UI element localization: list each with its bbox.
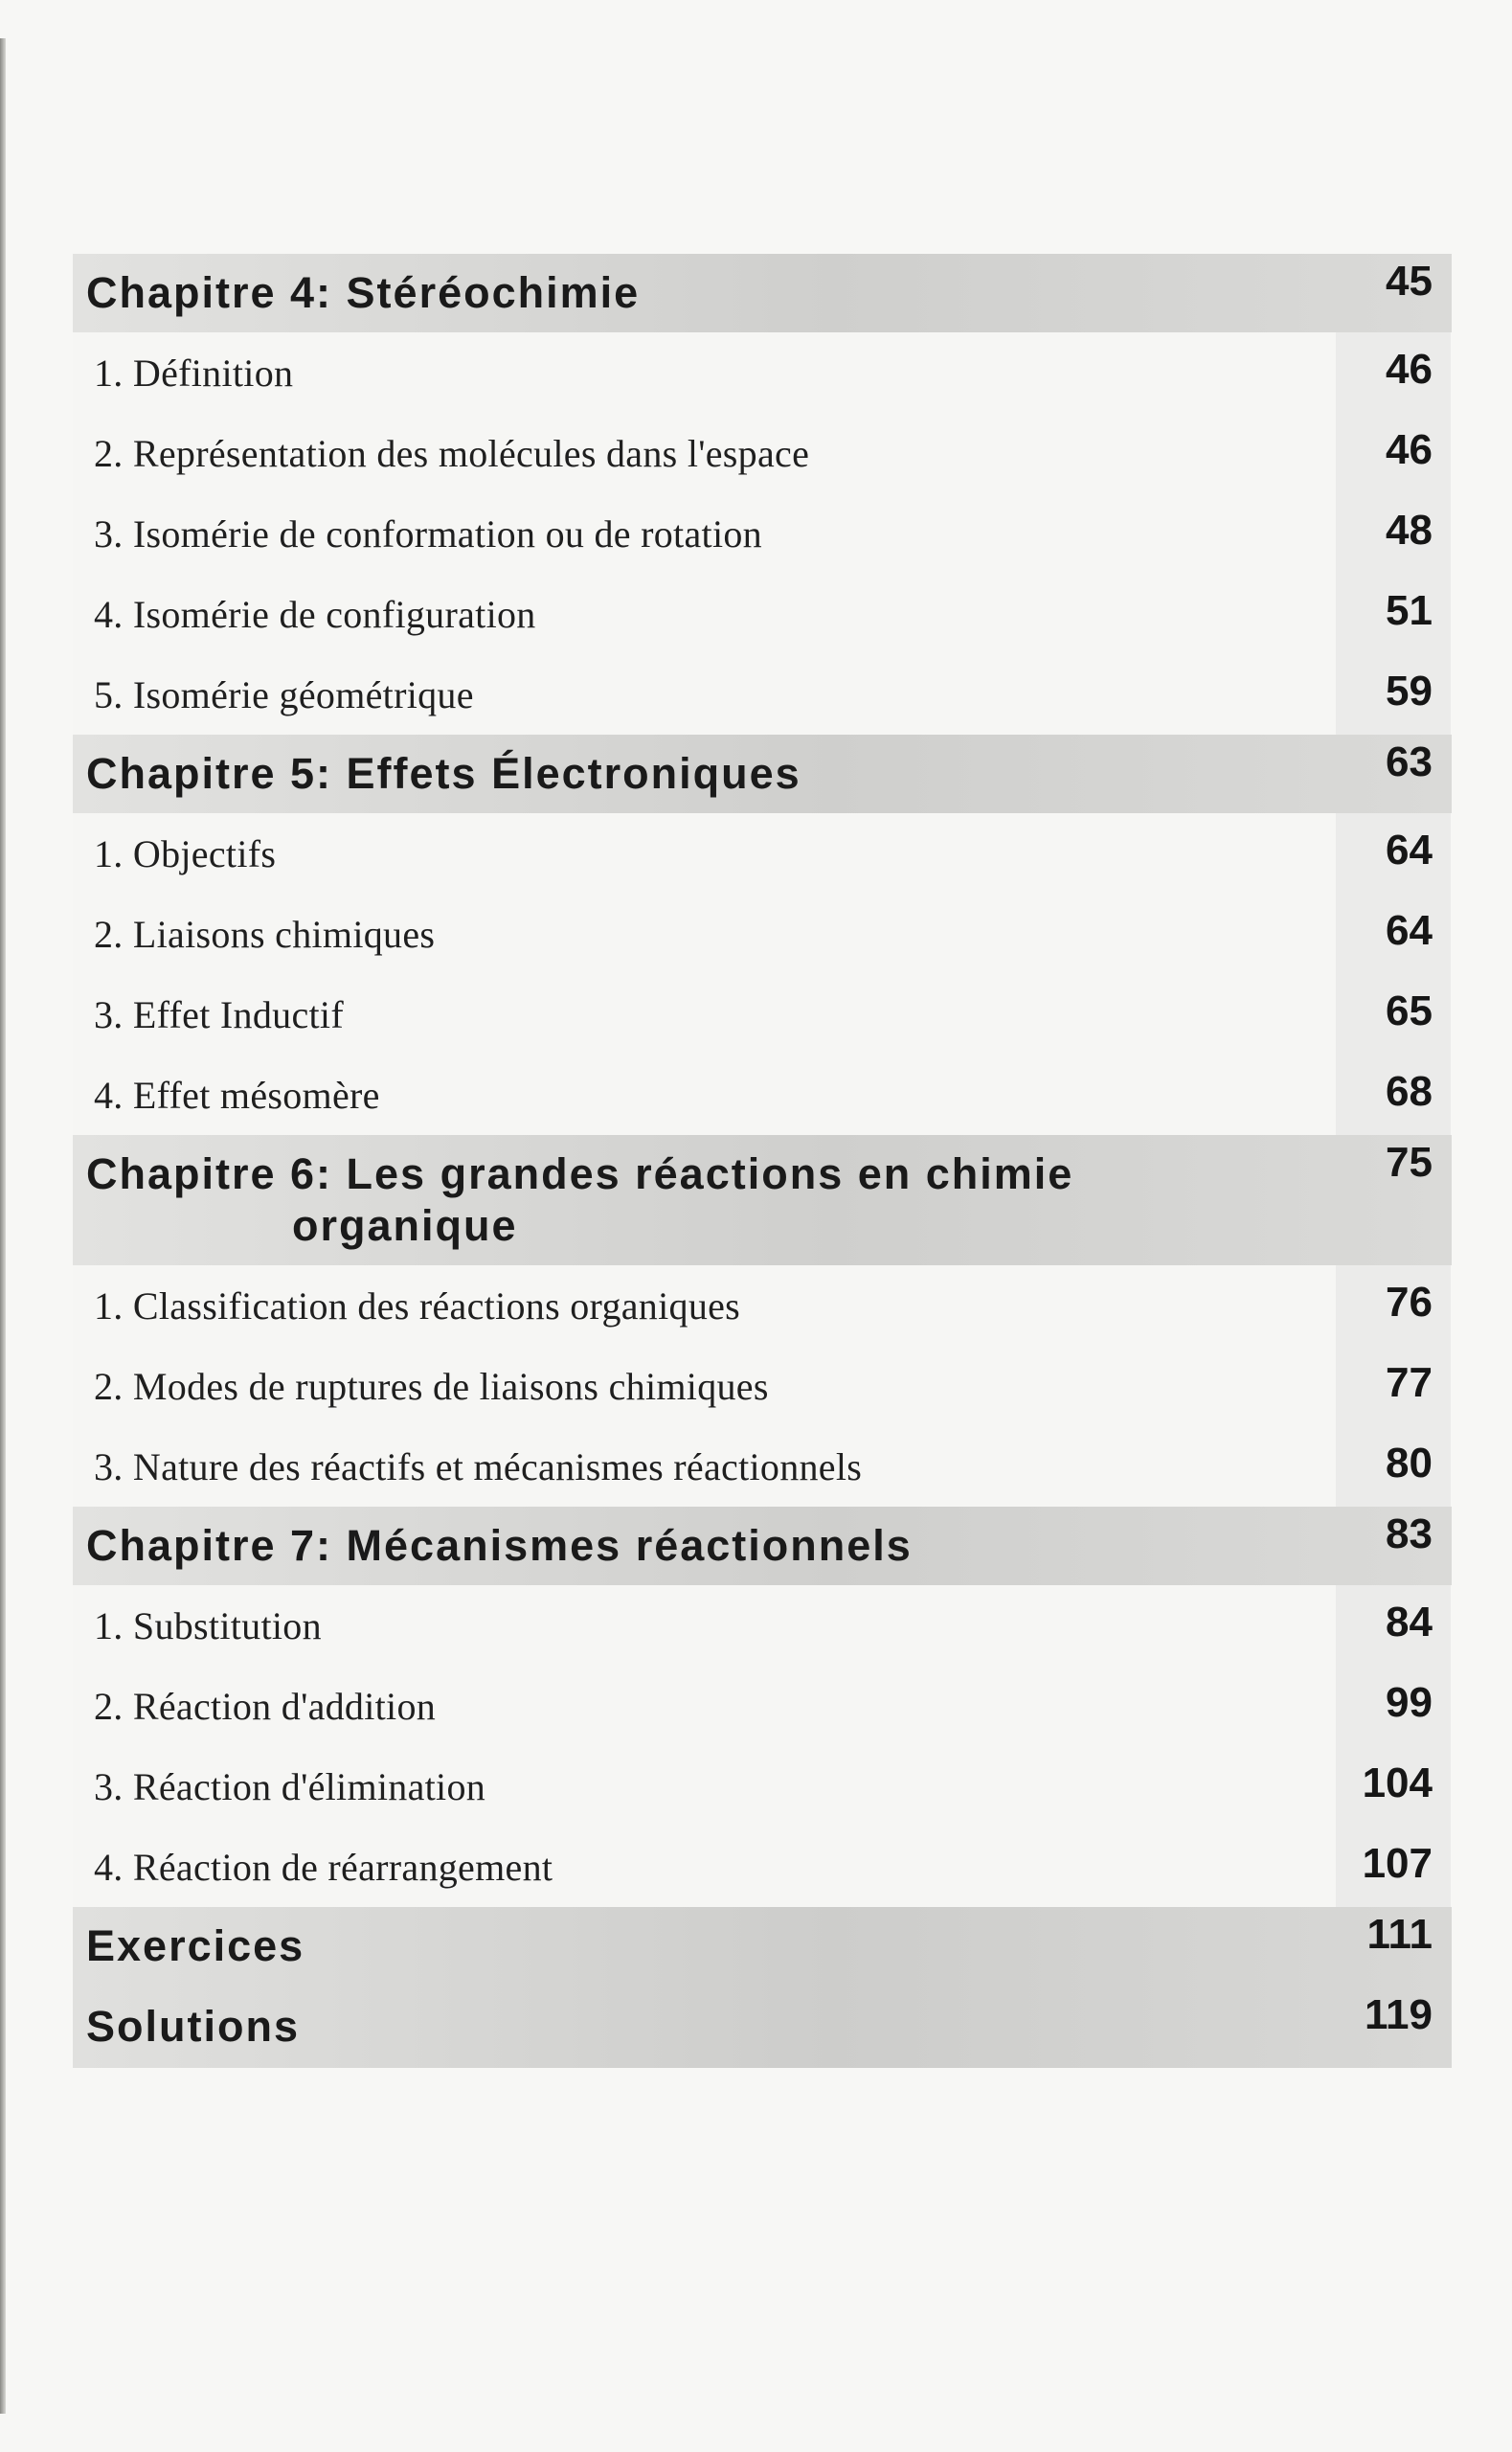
exercices-entry[interactable] bbox=[73, 1907, 1452, 1987]
toc-item-page: 84 bbox=[1386, 1599, 1433, 1646]
toc-item-label: 1. Classification des réactions organiques bbox=[94, 1283, 741, 1328]
toc-item-page: 46 bbox=[1386, 346, 1433, 393]
toc-item-page: 59 bbox=[1386, 668, 1433, 715]
toc-item[interactable] bbox=[73, 1585, 1433, 1666]
toc-item[interactable] bbox=[73, 413, 1433, 493]
toc-item-label: 4. Isomérie de configuration bbox=[94, 592, 536, 636]
chapter-title bbox=[73, 1135, 1293, 1265]
section-title: Solutions bbox=[86, 2002, 300, 2051]
chapter-4 bbox=[73, 254, 1452, 735]
chapter-page-number: 83 bbox=[1386, 1510, 1433, 1557]
chapter-5-header[interactable] bbox=[73, 735, 1452, 813]
toc-item-label: 4. Effet mésomère bbox=[94, 1073, 380, 1117]
toc-item-label: 1. Substitution bbox=[94, 1603, 322, 1647]
toc-item-page: 46 bbox=[1386, 426, 1433, 473]
toc-item-label: 3. Effet Inductif bbox=[94, 992, 344, 1036]
chapter-page-number: 75 bbox=[1386, 1139, 1433, 1186]
toc-item-label: 1. Objectifs bbox=[94, 831, 277, 875]
toc-item[interactable] bbox=[73, 894, 1433, 974]
toc-item[interactable] bbox=[73, 574, 1433, 654]
toc-item-page: 64 bbox=[1386, 827, 1433, 874]
toc-item-label: 2. Réaction d'addition bbox=[94, 1684, 437, 1728]
toc-item-label: 1. Définition bbox=[94, 351, 294, 395]
chapter-7-header[interactable] bbox=[73, 1507, 1452, 1585]
toc-item[interactable] bbox=[73, 654, 1433, 735]
toc-item[interactable] bbox=[73, 332, 1433, 413]
toc-item[interactable] bbox=[73, 1265, 1433, 1346]
toc-item-label: 5. Isomérie géométrique bbox=[94, 672, 474, 716]
chapter-title: Chapitre 5: Effets Électroniques bbox=[86, 749, 801, 798]
solutions-entry[interactable] bbox=[73, 1987, 1452, 2068]
toc-item[interactable] bbox=[73, 1055, 1433, 1135]
toc-item-label: 2. Modes de ruptures de liaisons chimiques bbox=[94, 1364, 769, 1408]
toc-item-page: 65 bbox=[1386, 988, 1433, 1034]
chapter-title: Chapitre 4: Stéréochimie bbox=[86, 268, 641, 317]
chapter-5 bbox=[73, 735, 1452, 1135]
table-of-contents bbox=[73, 254, 1452, 2068]
chapter-6-header[interactable] bbox=[73, 1135, 1452, 1265]
chapter-title-line-2: organique bbox=[292, 1201, 518, 1250]
toc-item-label: 3. Réaction d'élimination bbox=[94, 1764, 486, 1808]
toc-item-label: 3. Isomérie de conformation ou de rotation bbox=[94, 511, 762, 556]
toc-item[interactable] bbox=[73, 1827, 1433, 1907]
chapter-title-line-1: Chapitre 6: Les grandes réactions en chimie bbox=[86, 1149, 1074, 1198]
toc-item-label: 3. Nature des réactifs et mécanismes réactionnels bbox=[94, 1444, 863, 1488]
chapter-page-number: 45 bbox=[1386, 258, 1433, 305]
toc-item-page: 68 bbox=[1386, 1068, 1433, 1115]
section-title: Exercices bbox=[86, 1921, 305, 1970]
toc-item-label: 2. Représentation des molécules dans l'espace bbox=[94, 431, 810, 475]
chapter-title: Chapitre 7: Mécanismes réactionnels bbox=[86, 1521, 913, 1570]
toc-item-page: 80 bbox=[1386, 1440, 1433, 1487]
toc-item-page: 64 bbox=[1386, 907, 1433, 954]
toc-item[interactable] bbox=[73, 493, 1433, 574]
chapter-6 bbox=[73, 1135, 1452, 1507]
toc-item[interactable] bbox=[73, 1666, 1433, 1746]
toc-item[interactable] bbox=[73, 813, 1433, 894]
toc-item-page: 99 bbox=[1386, 1679, 1433, 1726]
chapter-7 bbox=[73, 1507, 1452, 1907]
toc-item[interactable] bbox=[73, 1426, 1433, 1507]
toc-item-page: 104 bbox=[1362, 1760, 1433, 1806]
toc-item-label: 2. Liaisons chimiques bbox=[94, 912, 436, 956]
section-page-number: 111 bbox=[1366, 1911, 1433, 1958]
toc-item-page: 77 bbox=[1386, 1359, 1433, 1406]
toc-item[interactable] bbox=[73, 974, 1433, 1055]
chapter-page-number: 63 bbox=[1386, 738, 1433, 785]
page-edge bbox=[0, 38, 6, 2414]
toc-item-page: 76 bbox=[1386, 1279, 1433, 1326]
toc-item[interactable] bbox=[73, 1746, 1433, 1827]
chapter-4-header[interactable] bbox=[73, 254, 1452, 332]
toc-item-page: 48 bbox=[1386, 507, 1433, 554]
toc-item-label: 4. Réaction de réarrangement bbox=[94, 1845, 553, 1889]
toc-item[interactable] bbox=[73, 1346, 1433, 1426]
toc-item-page: 51 bbox=[1386, 587, 1433, 634]
toc-item-page: 107 bbox=[1362, 1840, 1433, 1887]
section-page-number: 119 bbox=[1365, 1991, 1433, 2038]
